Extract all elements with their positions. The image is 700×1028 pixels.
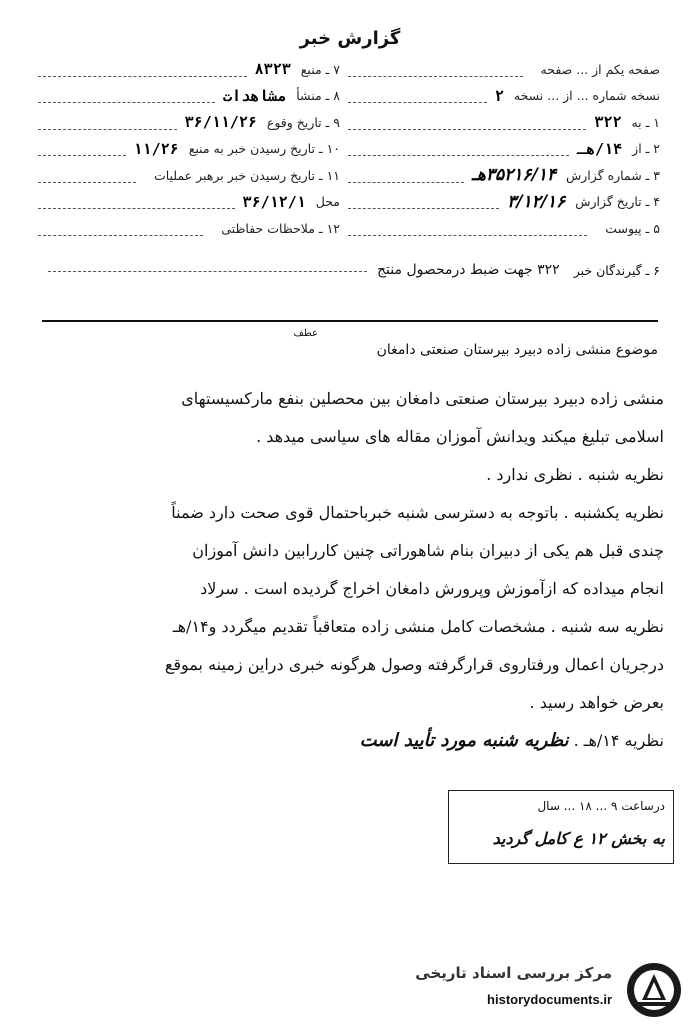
subject-label: موضوع <box>615 342 658 358</box>
archive-logo-icon <box>624 960 684 1020</box>
header-left-field <box>30 109 340 136</box>
header-right-field-label: ۲ ـ از <box>632 141 660 157</box>
header-right-field <box>340 136 660 163</box>
header-right-field-label: ۴ ـ تاریخ گزارش <box>575 194 660 210</box>
header-left-field <box>30 83 340 110</box>
header-right-field <box>340 189 660 216</box>
receipt-stamp <box>448 790 674 864</box>
dotted-line <box>348 207 499 209</box>
body-line: نظریه یکشنبه . باتوجه به دسترسی شنبه خبرباحتمال قوی صحت دارد ضمناً <box>171 503 664 522</box>
header-left-field <box>30 136 340 163</box>
dotted-line <box>38 234 203 236</box>
dotted-line <box>38 181 136 183</box>
dotted-line <box>348 101 487 103</box>
body-line: منشی زاده دبیرد بیرستان صنعتی دامغان بین محصلین بنفع مارکسیستهای <box>181 389 664 408</box>
header-left-field-value: ۳۶/۱۱/۲۶ <box>184 113 257 132</box>
dotted-line <box>38 128 177 130</box>
header-left-field <box>30 215 340 242</box>
header-right-field-label: صفحه یکم از ... صفحه <box>540 61 660 77</box>
header-right-field-value: ۱۴/هـ <box>577 139 623 158</box>
header-right-field-label: ۳ ـ شماره گزارش <box>565 167 660 183</box>
dotted-line <box>38 207 235 209</box>
footer-line <box>34 726 664 755</box>
stamp-line-1: درساعت ۹ ... ۱۸ ... سال <box>537 799 665 813</box>
header-right-column <box>340 56 660 242</box>
header-right-field <box>340 162 660 189</box>
subject-line <box>38 328 658 358</box>
dotted-line <box>38 75 247 77</box>
distribution-label: ۶ ـ گیرندگان خبر <box>573 262 660 278</box>
header-left-field-label: ۱۲ ـ ملاحظات حفاظتی <box>221 220 340 236</box>
header-left-field-value: ۳۶/۱۲/۱ <box>242 192 306 211</box>
header-right-field-label: ۵ ـ پیوست <box>605 220 660 236</box>
document-title: گزارش خبر <box>299 28 401 49</box>
body-line: چندی قبل هم یکی از دبیران بنام شاهوراتی چنین کاررابین دانش آموزان <box>192 541 664 560</box>
header-left-field-value: ۸۳۲۳ <box>254 60 291 79</box>
header-left-field-label: ۷ ـ منبع <box>300 61 340 77</box>
header-right-field-value: ۳۲۲ <box>594 113 622 132</box>
stamp-line-2: به بخش ۱۲ ع کامل گردید <box>492 829 665 848</box>
body-line: نظریه شنبه . نظری ندارد . <box>486 465 664 484</box>
dotted-line <box>38 101 215 103</box>
distribution-row <box>40 262 660 278</box>
subject-note: عطف <box>293 328 318 339</box>
header-right-field-value: ۲ <box>494 86 504 105</box>
header-right-field-value: ۳۵۲۱۶/۱۴هـ <box>471 165 556 186</box>
header-right-field <box>340 83 660 110</box>
header-left-field-value: ۱۱/۲۶ <box>133 139 179 158</box>
header-left-field <box>30 56 340 83</box>
archive-watermark <box>414 958 684 1022</box>
header-right-field <box>340 109 660 136</box>
dotted-line <box>348 75 523 77</box>
header-left-field-label: ۱۱ ـ تاریخ رسیدن خبر برهبر عملیات <box>153 167 340 183</box>
body-line: بعرض خواهد رسید . <box>529 693 664 712</box>
header-left-field-label: ۹ ـ تاریخ وقوع <box>266 114 340 130</box>
body-line: نظریه سه شنبه . مشخصات کامل منشی زاده متعاقباً تقدیم میگردد و۱۴/هـ <box>172 617 664 636</box>
report-body <box>34 384 664 764</box>
body-line: درجریان اعمال ورفتاروی قرارگرفته وصول هرگونه خبری دراین زمینه بموقع <box>164 655 664 674</box>
dotted-line <box>348 181 464 183</box>
header-left-field-label: محل <box>315 194 340 210</box>
footer-label: نظریه ۱۴/هـ . <box>573 731 664 750</box>
watermark-persian: مرکز بررسی اسناد تاریخی <box>415 964 612 982</box>
header-left-field-label: ۸ ـ منشأ <box>296 88 340 104</box>
header-right-field-value: ۳/۱۲/۱۶ <box>507 191 566 212</box>
header-right-field-label: نسخه شماره ... از ... نسخه <box>513 88 660 104</box>
header-right-field <box>340 215 660 242</box>
header-left-field <box>30 189 340 216</box>
section-divider <box>42 320 658 322</box>
body-line: انجام میداده که ازآموزش وپرورش دامغان اخراج گردیده است . سرلاد <box>200 579 664 598</box>
header-left-field <box>30 162 340 189</box>
dotted-line <box>48 270 367 272</box>
header-left-field-label: ۱۰ ـ تاریخ رسیدن خبر به منبع <box>188 141 340 157</box>
dotted-line <box>348 234 587 236</box>
body-line: اسلامی تبلیغ میکند ویدانش آموزان مقاله های سیاسی میدهد . <box>256 427 664 446</box>
dotted-line <box>38 154 126 156</box>
header-left-field-value: مشاهدات <box>223 86 287 105</box>
dotted-line <box>348 128 586 130</box>
distribution-value: ۳۲۲ جهت ضبط درمحصول منتج <box>377 262 560 278</box>
subject-value: منشی زاده دبیرد بیرستان صنعتی دامغان <box>376 342 612 358</box>
header-right-field-label: ۱ ـ به <box>631 114 660 130</box>
handwritten-signature: نظریه شنبه مورد تأیید است <box>359 730 569 751</box>
watermark-website: historydocuments.ir <box>487 992 612 1007</box>
dotted-line <box>348 154 569 156</box>
header-right-field <box>340 56 660 83</box>
header-left-column <box>30 56 340 242</box>
